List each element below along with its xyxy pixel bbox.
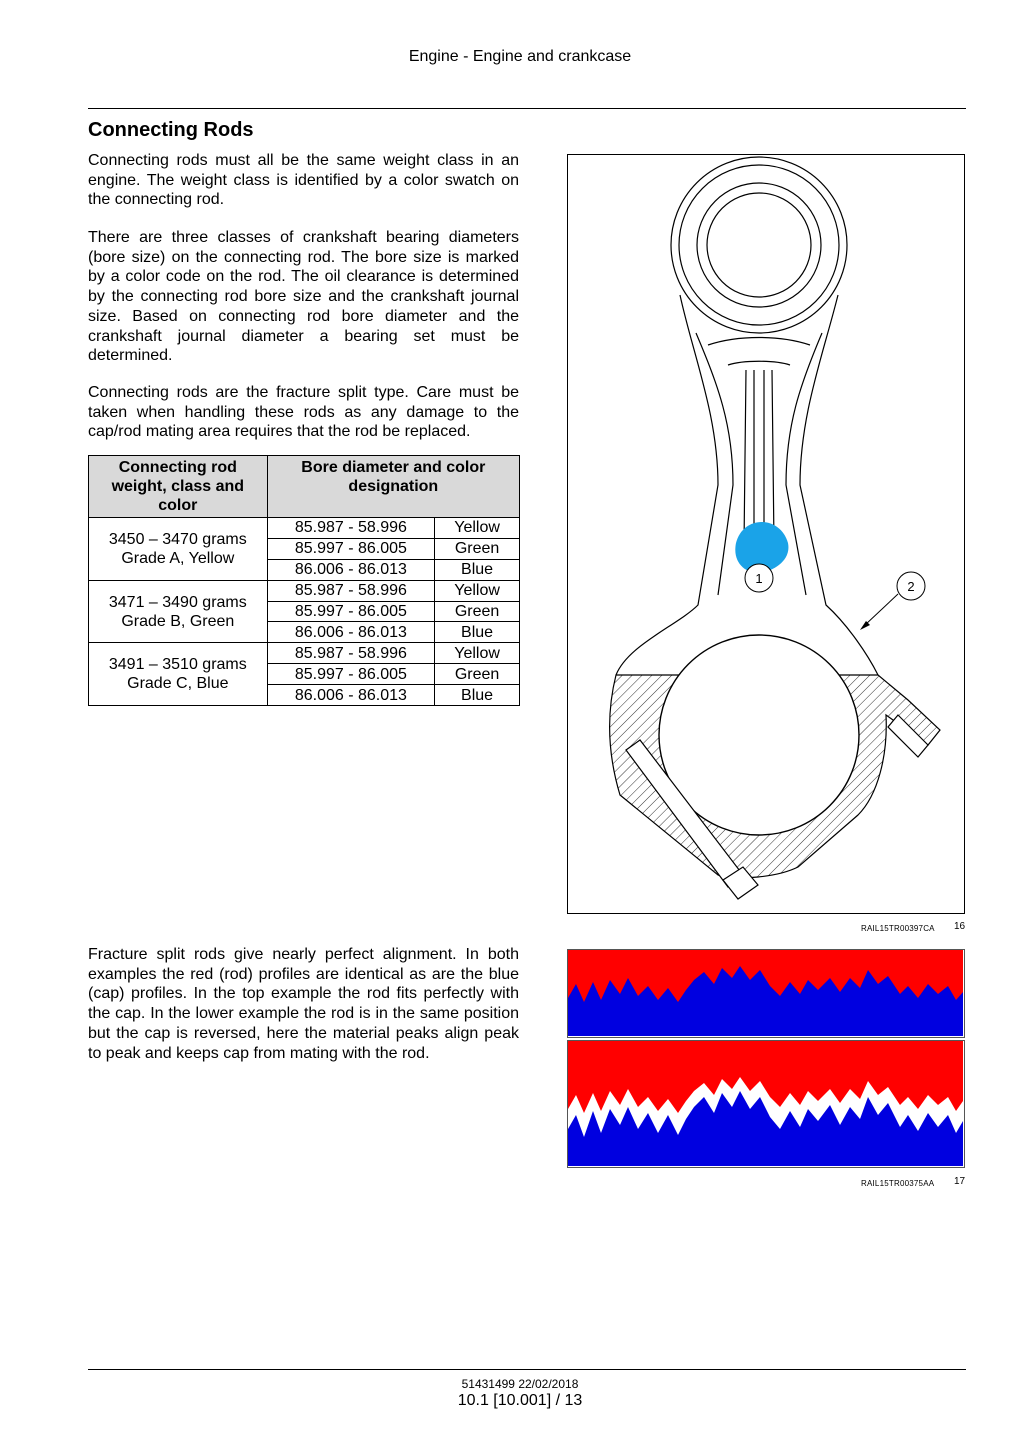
bore-color-cell: Green bbox=[435, 601, 520, 622]
group-label-grade-b: 3471 – 3490 grams Grade B, Green bbox=[89, 580, 268, 643]
bore-diameter-cell: 86.006 - 86.013 bbox=[267, 685, 435, 706]
paragraph-bore-classes: There are three classes of crankshaft bearing diameters (bore size) on the connecting rod. The bore size is marked by a color code on the rod. The oil clearance is determined by the connecting rod bore size and the crankshaft journal size. Based on connecting rod bore diameter and the crankshaft journal diameter a bearing set must be determined. bbox=[88, 229, 519, 365]
bore-diameter-cell: 85.987 - 58.996 bbox=[267, 580, 435, 601]
connecting-rod-drawing bbox=[568, 155, 964, 913]
paragraph-fracture-split: Connecting rods are the fracture split type. Care must be taken when handling these rods as any damage to the cap/rod mating area requires that the rod be replaced. bbox=[88, 384, 519, 441]
profile-reversed bbox=[567, 1040, 965, 1168]
section-title: Connecting Rods bbox=[88, 119, 254, 141]
svg-text:1: 1 bbox=[755, 571, 763, 586]
bore-diameter-cell: 85.997 - 86.005 bbox=[267, 601, 435, 622]
bore-color-cell: Green bbox=[435, 664, 520, 685]
table-header-bore-diameter: Bore diameter and color designation bbox=[267, 456, 519, 518]
figure-17-number: 17 bbox=[954, 1176, 966, 1187]
bore-diameter-cell: 85.987 - 58.996 bbox=[267, 518, 435, 539]
bore-diameter-cell: 85.997 - 86.005 bbox=[267, 538, 435, 559]
figure-16-number: 16 bbox=[954, 921, 966, 932]
figure-16-caption: RAIL15TR00397CA bbox=[861, 924, 935, 933]
bore-diameter-cell: 86.006 - 86.013 bbox=[267, 622, 435, 643]
header-rule bbox=[88, 108, 966, 109]
table-row bbox=[89, 643, 520, 664]
callout-1 bbox=[745, 564, 773, 592]
bore-color-cell: Green bbox=[435, 538, 520, 559]
footer-rule bbox=[88, 1369, 966, 1370]
callout-2 bbox=[860, 572, 925, 630]
bore-color-cell: Blue bbox=[435, 622, 520, 643]
page-header-title: Engine - Engine and crankcase bbox=[408, 48, 632, 65]
table-header-weight-class: Connecting rod weight, class and color bbox=[89, 456, 268, 518]
bore-diameter-cell: 85.997 - 86.005 bbox=[267, 664, 435, 685]
table-row bbox=[89, 518, 520, 539]
bore-diameter-cell: 86.006 - 86.013 bbox=[267, 559, 435, 580]
paragraph-fracture-alignment: Fracture split rods give nearly perfect alignment. In both examples the red (rod) profiles are identical as are the blue (cap) profiles. In the top example the rod fits perfectly with the cap. In the lower example the rod is in the same position but the cap is reversed, here the material peaks align peak to peak and keeps cap from mating with the rod. bbox=[88, 946, 519, 1062]
small-end bbox=[671, 157, 847, 333]
table-row bbox=[89, 580, 520, 601]
paragraph-weight-class: Connecting rods must all be the same weight class in an engine. The weight class is identified by a color swatch on the connecting rod. bbox=[88, 152, 519, 209]
footer-page-number: 10.1 [10.001] / 13 bbox=[457, 1392, 583, 1409]
reversed-profile-graphic bbox=[568, 1041, 963, 1166]
connecting-rod-spec-table bbox=[88, 455, 520, 706]
rod-shank bbox=[616, 295, 878, 675]
bore-color-cell: Yellow bbox=[435, 643, 520, 664]
bore-diameter-cell: 85.987 - 58.996 bbox=[267, 643, 435, 664]
connecting-rod-figure bbox=[567, 154, 965, 914]
bore-color-cell: Blue bbox=[435, 559, 520, 580]
bore-color-cell: Yellow bbox=[435, 518, 520, 539]
profile-matched bbox=[567, 949, 965, 1038]
figure-17-caption: RAIL15TR00375AA bbox=[861, 1179, 935, 1188]
bore-color-cell: Blue bbox=[435, 685, 520, 706]
footer-doc-id: 51431499 22/02/2018 bbox=[461, 1377, 579, 1391]
matched-profile-graphic bbox=[568, 950, 963, 1036]
group-label-grade-a: 3450 – 3470 grams Grade A, Yellow bbox=[89, 518, 268, 581]
bore-color-cell: Yellow bbox=[435, 580, 520, 601]
svg-text:2: 2 bbox=[907, 579, 915, 594]
group-label-grade-c: 3491 – 3510 grams Grade C, Blue bbox=[89, 643, 268, 706]
